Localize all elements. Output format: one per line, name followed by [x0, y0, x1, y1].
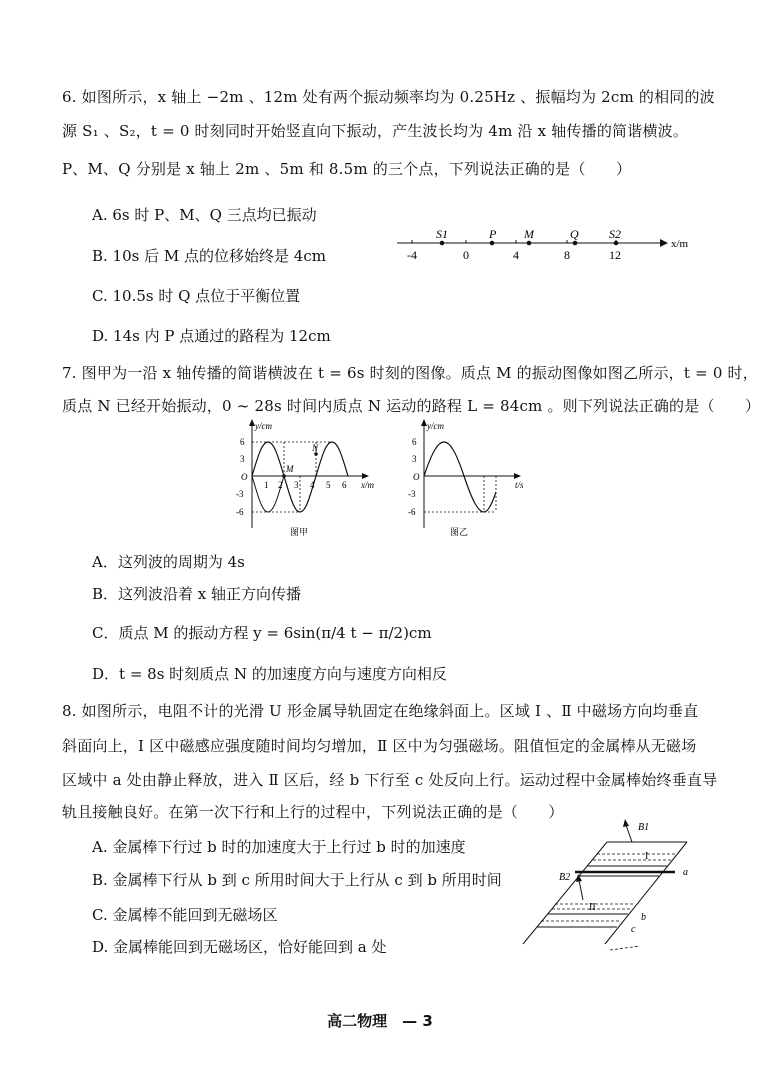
q7a-origin: O	[241, 472, 248, 482]
q7a-xtick: 4	[310, 480, 315, 490]
q7a-ytick: -3	[236, 489, 244, 499]
q7-line-2: 质点 N 已经开始振动，0 ~ 28s 时间内质点 N 运动的路程 L = 84cm 。则下列说法正确的是（ ）	[62, 397, 760, 415]
q7b-ytick: -6	[408, 507, 416, 517]
q8-line-4: 轨且接触良好。在第一次下行和上行的过程中，下列说法正确的是（ ）	[62, 803, 564, 821]
q6-axis-figure	[395, 226, 695, 266]
q8-option-d: D. 金属棒能回到无磁场区，恰好能回到 a 处	[92, 938, 387, 956]
q8-rail-figure	[515, 812, 705, 962]
q6-tick: 4	[513, 248, 519, 262]
q6-option-d: D. 14s 内 P 点通过的路程为 12cm	[92, 327, 331, 345]
q7a-point-m: M	[286, 464, 294, 474]
q8-line-3: 区域中 a 处由静止释放，进入 Ⅱ 区后，经 b 下行至 c 处反向上行。运动过程中金属棒始终垂直导	[62, 771, 718, 789]
q8-label-region-1: I	[645, 851, 649, 862]
q7b-ytick: 3	[412, 454, 417, 464]
q8-option-c: C. 金属棒不能回到无磁场区	[92, 906, 278, 924]
q6-option-a: A. 6s 时 P、M、Q 三点均已振动	[92, 206, 317, 224]
q8-label-a: a	[683, 867, 688, 878]
q7a-xtick: 3	[294, 480, 299, 490]
q7-figure-a	[228, 418, 378, 540]
q6-tick: 12	[609, 248, 621, 262]
q6-line-2: 源 S₁ 、S₂，t = 0 时刻同时开始竖直向下振动，产生波长均为 4m 沿 x 轴传播的简谐横波。	[62, 122, 689, 140]
q6-option-c: C. 10.5s 时 Q 点位于平衡位置	[92, 287, 301, 305]
q7a-caption: 图甲	[290, 527, 309, 537]
q7a-xtick: 1	[264, 480, 269, 490]
q6-axis-label: x/m	[671, 238, 689, 250]
q8-label-region-2: II	[589, 902, 596, 913]
q6-point-p: P	[489, 227, 497, 241]
q7a-ytick: 3	[240, 454, 245, 464]
q8-option-b: B. 金属棒下行从 b 到 c 所用时间大于上行从 c 到 b 所用时间	[92, 871, 502, 889]
q6-line-3: P、M、Q 分别是 x 轴上 2m 、5m 和 8.5m 的三个点，下列说法正确的是（ ）	[62, 160, 632, 178]
q7b-xlabel: t/s	[515, 480, 524, 490]
q6-point-m: M	[524, 227, 534, 241]
q7b-ytick: 6	[412, 437, 417, 447]
q6-option-b: B. 10s 后 M 点的位移始终是 4cm	[92, 247, 326, 265]
q7a-xtick: 6	[342, 480, 347, 490]
q8-label-b2: B2	[559, 872, 571, 883]
q7a-ytick: -6	[236, 507, 244, 517]
q7b-ylabel: y/cm	[427, 421, 444, 431]
q6-tick: 0	[463, 248, 469, 262]
q7-line-1: 7. 图甲为一沿 x 轴传播的简谐横波在 t = 6s 时刻的图像。质点 M 的振动图像如图乙所示，t = 0 时，	[62, 364, 758, 382]
q7-figure-b	[400, 418, 540, 540]
q8-line-1: 8. 如图所示，电阻不计的光滑 U 形金属导轨固定在绝缘斜面上。区域 Ⅰ 、Ⅱ 中磁场方向均垂直	[62, 702, 699, 720]
q7b-ytick: -3	[408, 489, 416, 499]
q7a-ylabel: y/cm	[255, 421, 272, 431]
q6-point-s2: S2	[609, 227, 621, 241]
q7-option-b: B．这列波沿着 x 轴正方向传播	[92, 585, 302, 603]
q8-option-a: A. 金属棒下行过 b 时的加速度大于上行过 b 时的加速度	[92, 838, 466, 856]
q7a-xtick: 5	[326, 480, 331, 490]
q7b-origin: O	[413, 472, 420, 482]
q7a-xtick: 2	[278, 480, 283, 490]
q6-point-q: Q	[570, 227, 579, 241]
q7b-caption: 图乙	[450, 527, 469, 537]
q6-tick: -4	[407, 248, 417, 262]
q8-line-2: 斜面向上，Ⅰ 区中磁感应强度随时间均匀增加，Ⅱ 区中为匀强磁场。阻值恒定的金属棒从无磁场	[62, 737, 697, 755]
q6-tick: 8	[564, 248, 570, 262]
q7a-ytick: 6	[240, 437, 245, 447]
q7-option-c: C．质点 M 的振动方程 y = 6sin(π/4 t − π/2)cm	[92, 624, 432, 642]
page-footer: 高二物理 — 3	[327, 1012, 433, 1030]
q8-label-b1: B1	[638, 822, 650, 833]
q7a-xlabel: x/m	[361, 480, 374, 490]
q7-option-d: D．t = 8s 时刻质点 N 的加速度方向与速度方向相反	[92, 665, 447, 683]
q7a-point-n: N	[312, 443, 319, 453]
q6-point-s1: S1	[436, 227, 448, 241]
q6-line-1: 6. 如图所示，x 轴上 −2m 、12m 处有两个振动频率均为 0.25Hz 、振幅均为 2cm 的相同的波	[62, 88, 715, 106]
q7-option-a: A．这列波的周期为 4s	[92, 553, 245, 571]
q8-label-c: c	[631, 924, 636, 935]
q8-label-b: b	[641, 912, 646, 923]
